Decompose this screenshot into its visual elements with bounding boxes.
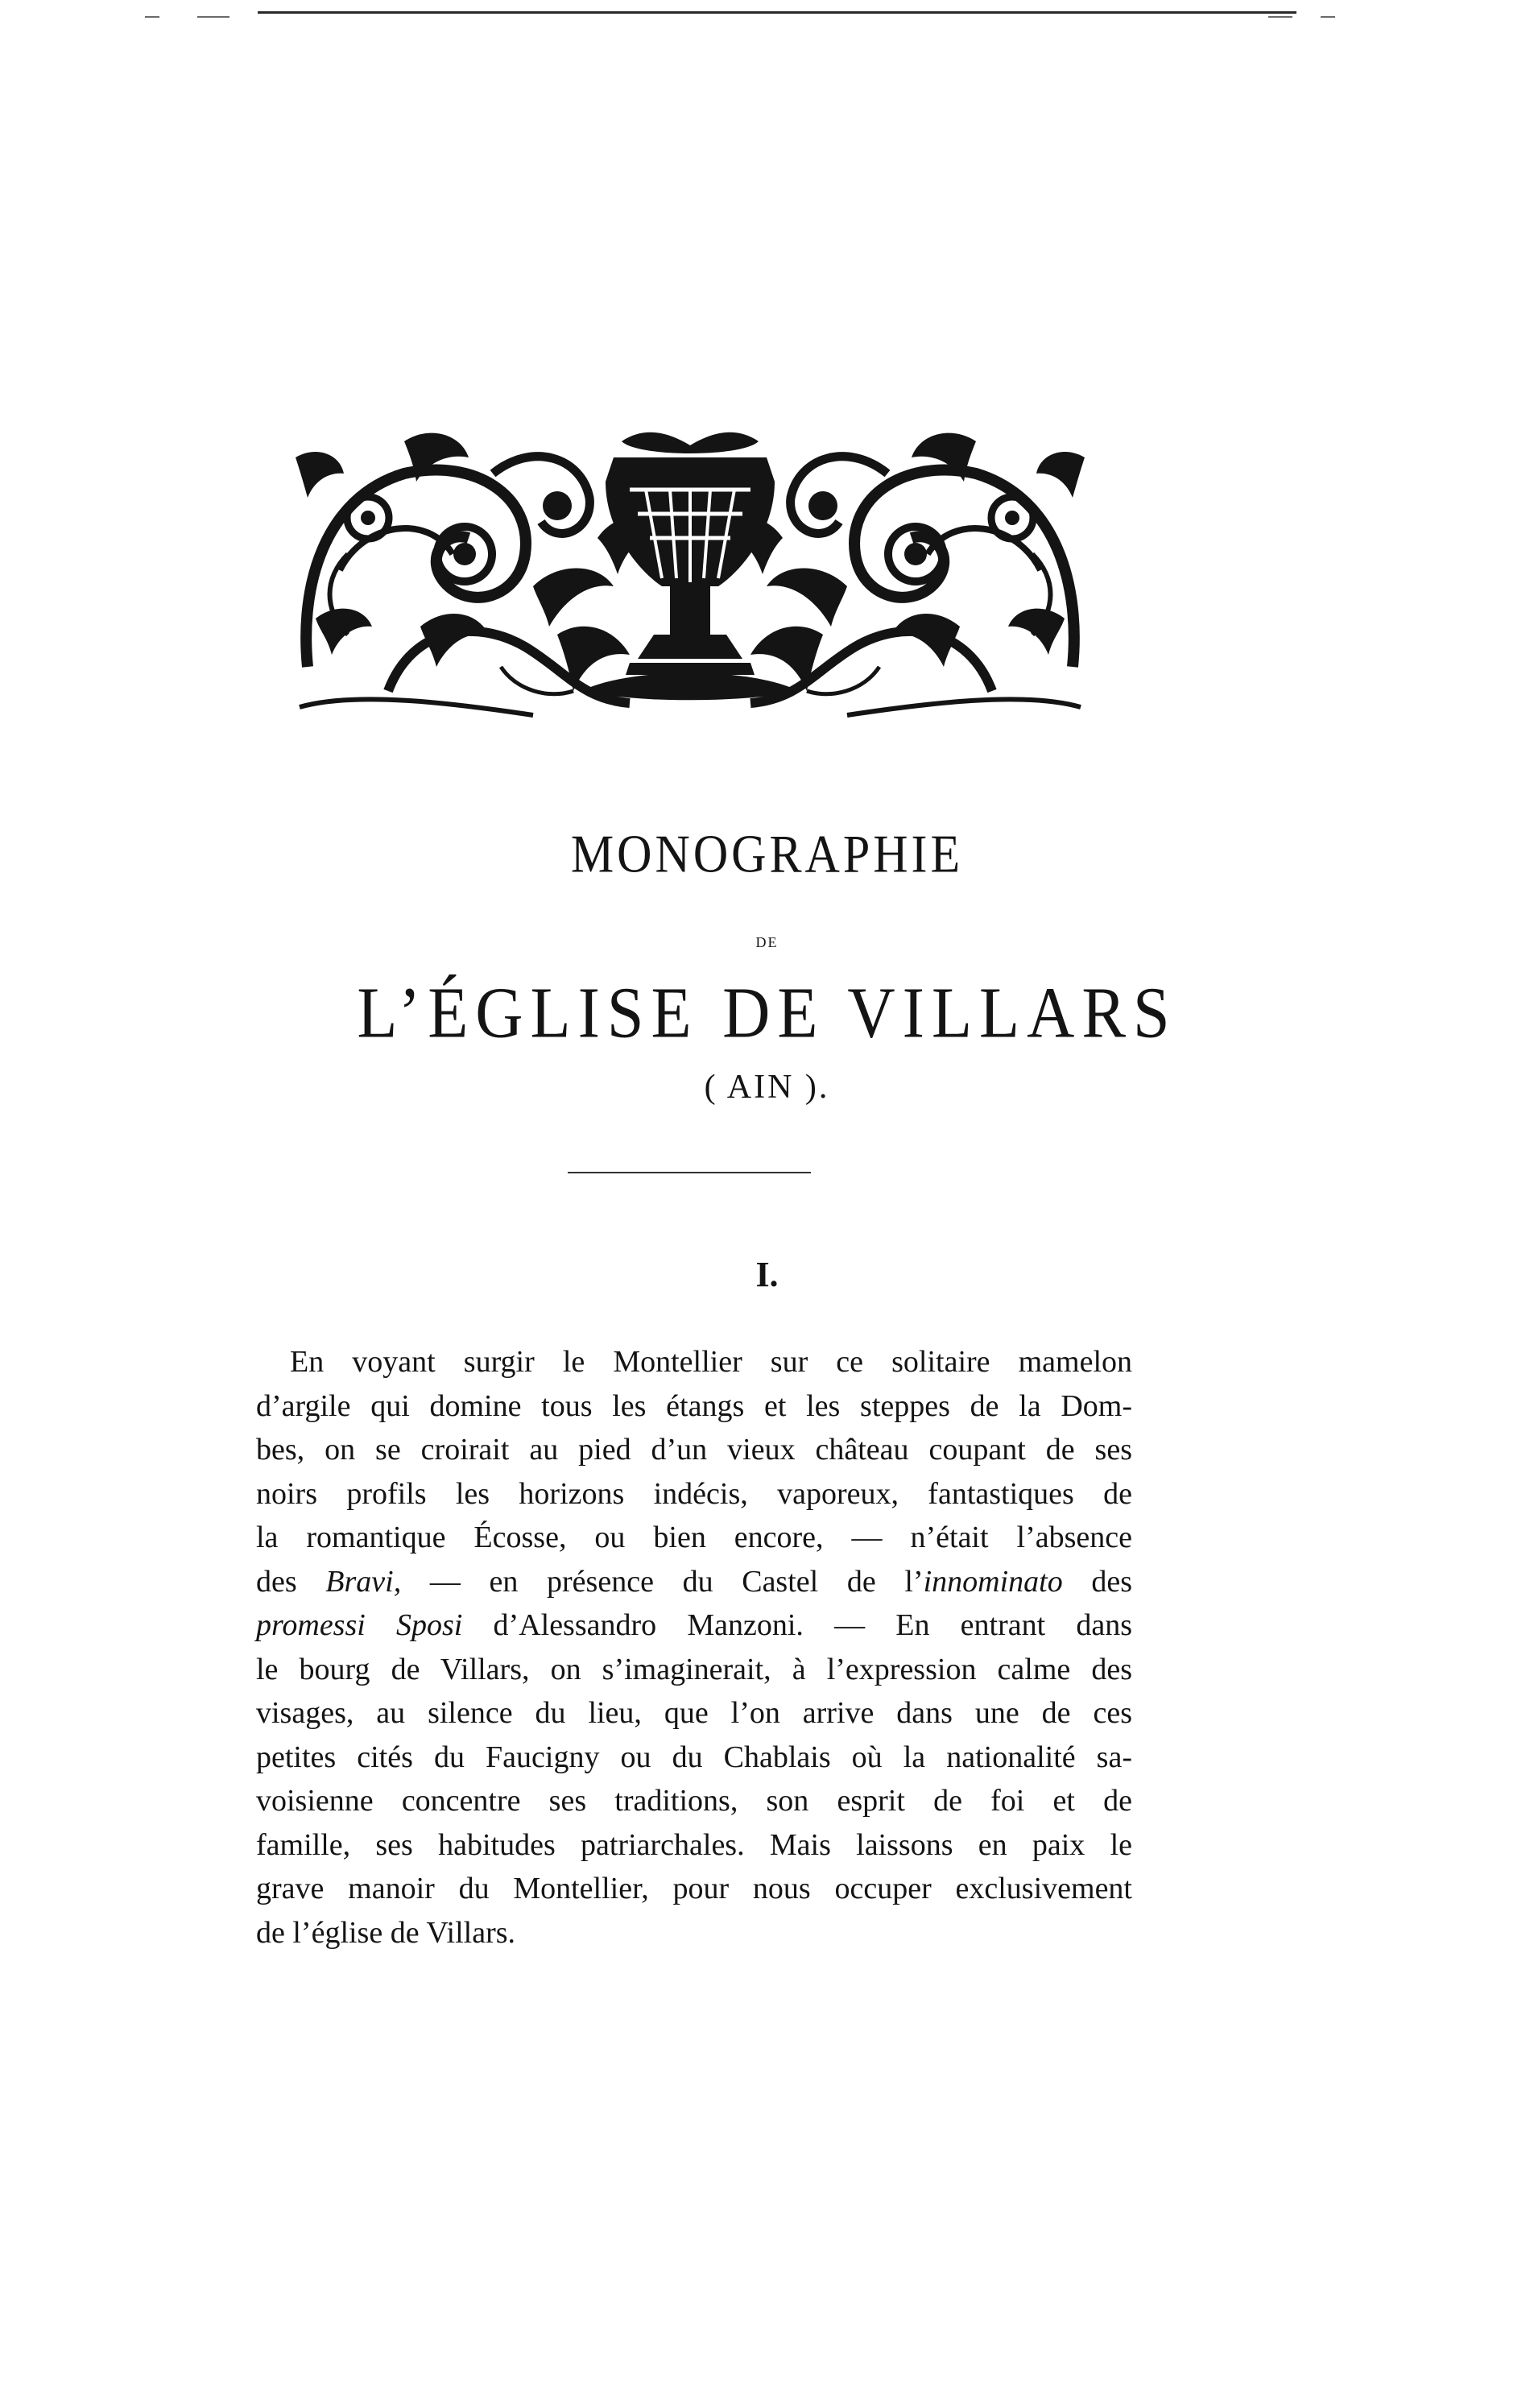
- top-mark: [1321, 16, 1335, 18]
- text-line: d’argile qui domine tous les étangs et les steppes de la Dom-: [256, 1388, 1132, 1423]
- top-mark: [1268, 16, 1292, 18]
- text-line: [256, 1560, 1132, 1604]
- section-number: I.: [755, 1255, 779, 1294]
- text-line: noirs profils les horizons indécis, vaporeux, fantastiques de: [256, 1476, 1132, 1511]
- title-ain: ( AIN ).: [704, 1069, 830, 1106]
- text-run: des: [256, 1564, 326, 1599]
- top-mark: [197, 16, 229, 18]
- italic-run: promessi Sposi: [256, 1608, 463, 1642]
- text-line: famille, ses habitudes patriarchales. Mais laissons en paix le: [256, 1827, 1132, 1862]
- text-line: En voyant surgir le Montellier sur ce solitaire mamelon: [290, 1345, 1132, 1379]
- title-monographie: MONOGRAPHIE: [570, 824, 964, 883]
- top-mark: [145, 16, 159, 18]
- text-line: voisienne concentre ses traditions, son esprit de foi et de: [256, 1784, 1132, 1818]
- top-rule: [258, 11, 1296, 14]
- text-line: bes, on se croirait au pied d’un vieux château coupant de ses: [256, 1433, 1132, 1467]
- separator-rule: [568, 1172, 811, 1173]
- italic-run: Bravi,: [325, 1564, 402, 1599]
- text-line: visages, au silence du lieu, que l’on arrive dans une de ces: [256, 1696, 1132, 1730]
- title-eglise-de-villars: L’ÉGLISE DE VILLARS: [357, 972, 1177, 1053]
- title-de: DE: [755, 934, 779, 950]
- italic-run: innominato: [923, 1564, 1063, 1599]
- body-paragraph: [256, 1340, 1132, 1955]
- text-line: grave manoir du Montellier, pour nous occuper exclusivement: [256, 1872, 1132, 1905]
- foliate-vase-headpiece-icon: [292, 425, 1089, 723]
- text-run: — en présence du Castel de l’: [401, 1564, 924, 1599]
- text-run: d’Alessandro Manzoni. — En entrant dans: [462, 1608, 1132, 1642]
- text-line: [256, 1603, 1132, 1648]
- text-line: la romantique Écosse, ou bien encore, — n’était l’absence: [256, 1521, 1132, 1554]
- text-line: petites cités du Faucigny ou du Chablais où la nationalité sa-: [256, 1740, 1132, 1774]
- text-line: de l’église de Villars.: [256, 1915, 516, 1950]
- text-line: le bourg de Villars, on s’imaginerait, à l’expression calme des: [256, 1652, 1132, 1686]
- text-run: des: [1062, 1564, 1132, 1599]
